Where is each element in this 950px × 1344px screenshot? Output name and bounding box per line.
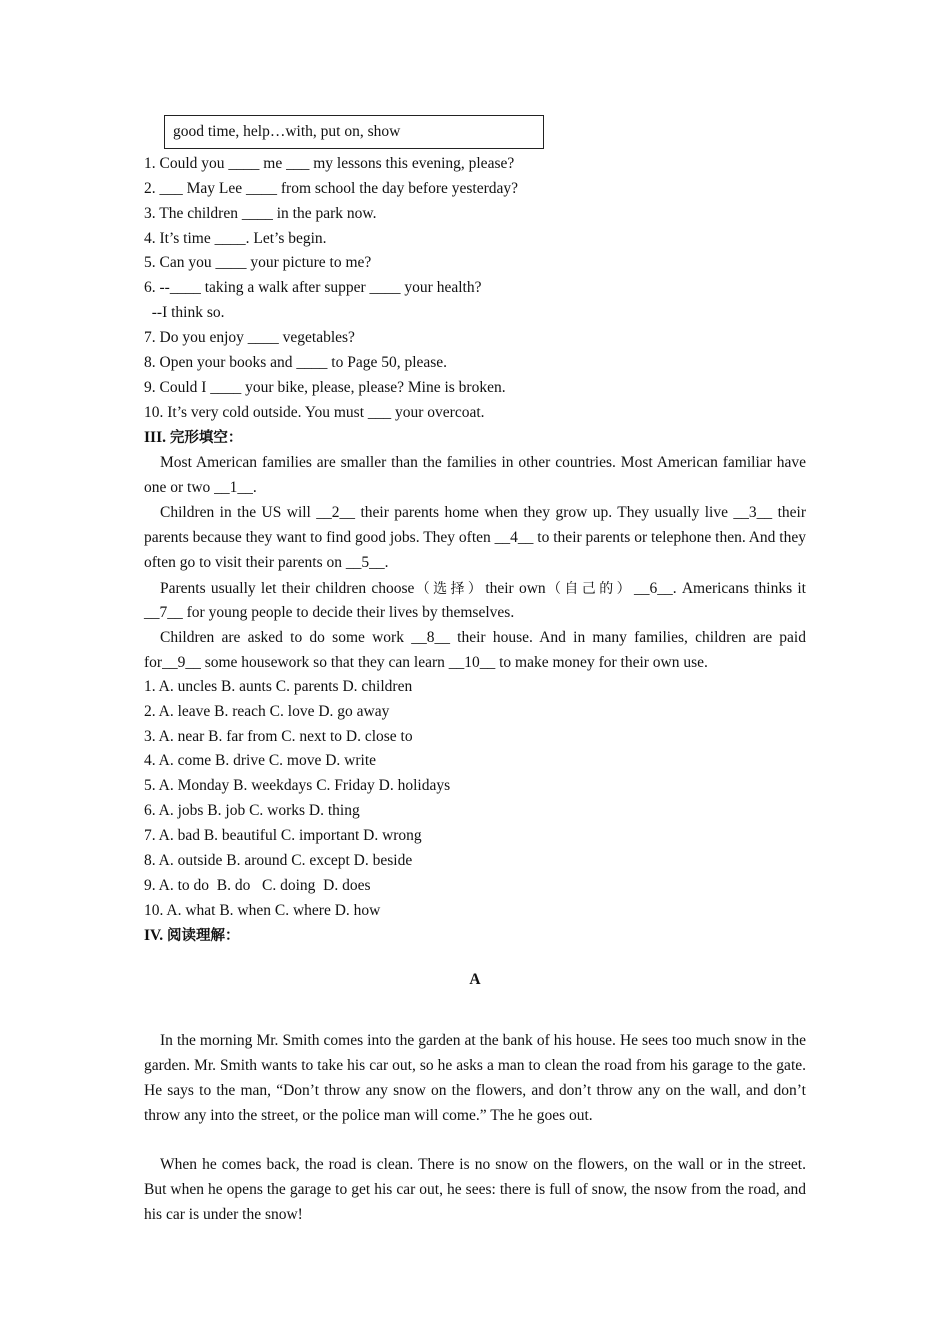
- cloze-text: __6__. Americans thinks it __7__ for young people to decide their lives by themselves.: [144, 580, 806, 621]
- question-line: 4. It’s time ____. Let’s begin.: [144, 230, 327, 247]
- option-line: 4. A. come B. drive C. move D. write: [144, 752, 377, 769]
- section-title: 阅读理解：: [166, 928, 240, 944]
- answer-line: --I think so.: [144, 304, 225, 321]
- option-line: 9. A. to do B. do C. doing D. does: [144, 877, 371, 894]
- word-bank-text: good time, help…with, put on, show: [173, 123, 401, 140]
- question-line: 6. --____ taking a walk after supper ____ your health?: [144, 279, 482, 296]
- option-line: 7. A. bad B. beautiful C. important D. wrong: [144, 827, 422, 844]
- section-number: III.: [144, 429, 170, 446]
- option-line: 2. A. leave B. reach C. love D. go away: [144, 703, 390, 720]
- reading-paragraph-2: When he comes back, the road is clean. There is no snow on the flowers, on the wall or in the street. But when he opens the garage to get his car out, he sees: there is full of snow, the nsow from the road, and his car is under the snow!: [144, 1156, 806, 1223]
- word-bank-box: [164, 115, 544, 149]
- cloze-text: Parents usually let their children choose: [160, 580, 415, 597]
- cloze-paragraph-3: [144, 577, 806, 624]
- section-heading-cloze: [144, 428, 242, 448]
- cloze-text: their own: [485, 580, 546, 597]
- question-line: 1. Could you ____ me ___ my lessons this evening, please?: [144, 155, 515, 172]
- option-line: 1. A. uncles B. aunts C. parents D. children: [144, 678, 413, 695]
- cloze-paragraph-2: Children in the US will __2__ their parents home when they grow up. They usually live __3__ their parents because they want to find good jobs. They often __4__ to their parents or telephone then. And they often go to visit their parents on __5__.: [144, 504, 806, 571]
- question-line: 9. Could I ____ your bike, please, please? Mine is broken.: [144, 379, 506, 396]
- question-line: 5. Can you ____ your picture to me?: [144, 254, 372, 271]
- question-line: 3. The children ____ in the park now.: [144, 205, 377, 222]
- cloze-paragraph-1: Most American families are smaller than the families in other countries. Most American familiar have one or two __1__.: [144, 454, 806, 496]
- question-line: 7. Do you enjoy ____ vegetables?: [144, 329, 355, 346]
- section-heading-reading: [144, 926, 239, 946]
- reading-paragraph-1: In the morning Mr. Smith comes into the garden at the bank of his house. He sees too much snow in the garden. Mr. Smith wants to take his car out, so he asks a man to clean the road from his garage to the gate. He says to the man, “Don’t throw any snow on the flowers, and don’t throw any on the wall, and don’t throw any into the street, or the police man will come.” The he goes out.: [144, 1032, 806, 1124]
- option-line: 6. A. jobs B. job C. works D. thing: [144, 802, 360, 819]
- option-line: 8. A. outside B. around C. except D. beside: [144, 852, 413, 869]
- chinese-gloss: （选择）: [414, 581, 486, 597]
- passage-label: A: [469, 971, 481, 988]
- section-title: 完形填空：: [169, 430, 243, 446]
- question-line: 10. It’s very cold outside. You must ___ your overcoat.: [144, 404, 485, 421]
- option-line: 10. A. what B. when C. where D. how: [144, 902, 381, 919]
- cloze-paragraph-4: Children are asked to do some work __8__ their house. And in many families, children are paid for__9__ some housework so that they can learn __10__ to make money for their own use.: [144, 629, 806, 671]
- question-line: 8. Open your books and ____ to Page 50, please.: [144, 354, 448, 371]
- question-line: 2. ___ May Lee ____ from school the day before yesterday?: [144, 180, 519, 197]
- option-line: 5. A. Monday B. weekdays C. Friday D. holidays: [144, 777, 451, 794]
- section-number: IV.: [144, 927, 167, 944]
- option-line: 3. A. near B. far from C. next to D. close to: [144, 728, 413, 745]
- chinese-gloss: （自己的）: [545, 581, 634, 597]
